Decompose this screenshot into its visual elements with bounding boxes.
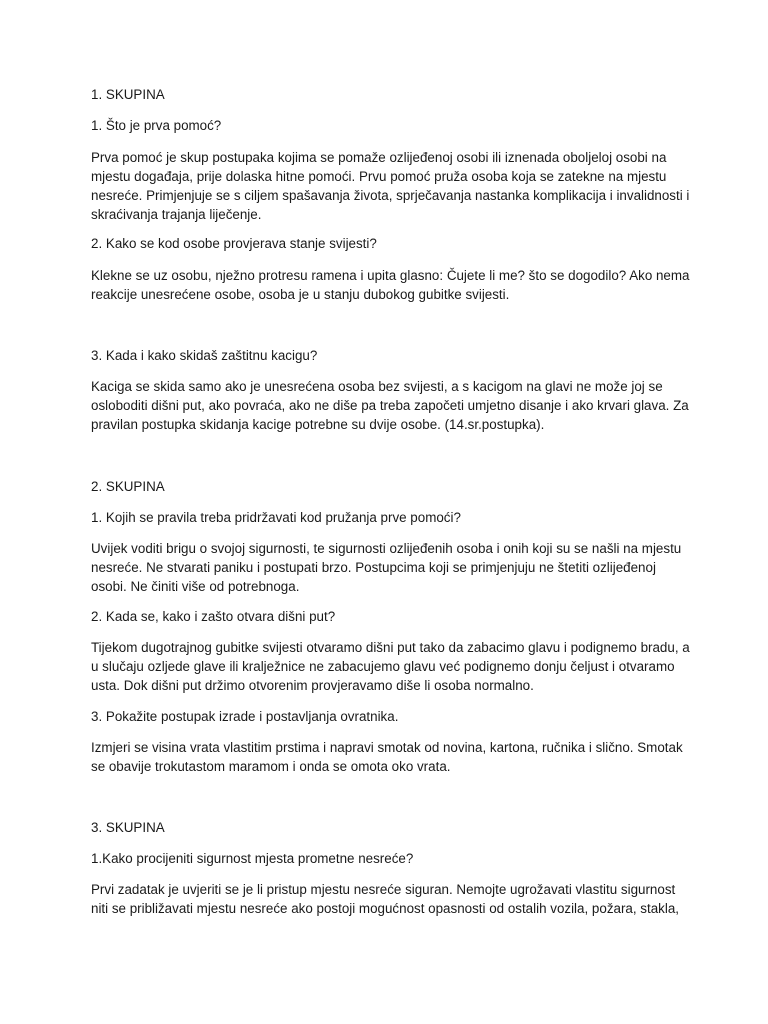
answer-line: Klekne se uz osobu, nježno protresu ramena i upita glasno: Čujete li me? što se dogodilo? Ako nema: [91, 268, 690, 283]
answer-line: osloboditi dišni put, ako povraća, ako ne diše pa treba započeti umjetno disanje i ako krvari glava. Za: [91, 398, 689, 413]
question: 3. Pokažite postupak izrade i postavljanja ovratnika.: [91, 709, 399, 724]
answer-line: osobi. Ne činiti više od potrebnoga.: [91, 579, 300, 594]
question: 2. Kada se, kako i zašto otvara dišni put?: [91, 609, 336, 624]
section-heading: 1. SKUPINA: [91, 87, 165, 102]
answer-line: mjestu događaja, prije dolaska hitne pomoći. Prvu pomoć pruža osoba koja se zatekne na mjestu: [91, 169, 667, 184]
question: 1. Kojih se pravila treba pridržavati kod pružanja prve pomoći?: [91, 510, 461, 525]
answer-line: reakcije unesrećene osobe, osoba je u stanju dubokog gubitke svijesti.: [91, 287, 510, 302]
answer-line: nesreće. Ne stvarati paniku i postupati brzo. Postupcima koji se primjenjuju ne štetiti ozlijeđenoj: [91, 560, 656, 575]
question: 1. Što je prva pomoć?: [91, 118, 222, 133]
answer-line: skraćivanja trajanja liječenje.: [91, 207, 262, 222]
answer-line: Kaciga se skida samo ako je unesrećena osoba bez svijesti, a s kacigom na glavi ne može joj se: [91, 379, 663, 394]
answer-line: Prvi zadatak je uvjeriti se je li pristup mjestu nesreće siguran. Nemojte ugrožavati vlastitu sigurnost: [91, 882, 676, 897]
question: 1.Kako procijeniti sigurnost mjesta prometne nesreće?: [91, 851, 414, 866]
question: 2. Kako se kod osobe provjerava stanje svijesti?: [91, 236, 377, 251]
answer-line: u slučaju ozljede glave ili kralježnice ne zabacujemo glavu već podignemo donju čeljust i otvaramo: [91, 659, 675, 674]
answer-line: usta. Dok dišni put držimo otvorenim provjeravamo diše li osoba normalno.: [91, 678, 534, 693]
answer-line: Uvijek voditi brigu o svojoj sigurnosti, te sigurnosti ozlijeđenih osoba i onih koji su se našli na mjestu: [91, 541, 682, 556]
answer-line: Izmjeri se visina vrata vlastitim prstima i napravi smotak od novina, kartona, ručnika i slično. Smotak: [91, 740, 683, 755]
answer-line: pravilan postupka skidanja kacige potrebne su dvije osobe. (14.sr.postupka).: [91, 417, 545, 432]
answer-line: Prva pomoć je skup postupaka kojima se pomaže ozlijeđenoj osobi ili iznenada oboljeloj osobi na: [91, 150, 667, 165]
answer-line: Tijekom dugotrajnog gubitke svijesti otvaramo dišni put tako da zabacimo glavu i podignemo bradu, a: [91, 640, 690, 655]
section-heading: 2. SKUPINA: [91, 479, 165, 494]
answer-line: se obavije trokutastom maramom i onda se omota oko vrata.: [91, 759, 451, 774]
answer-line: niti se približavati mjestu nesreće ako postoji mogućnost opasnosti od ostalih vozila, požara, stakla,: [91, 901, 680, 916]
question: 3. Kada i kako skidaš zaštitnu kacigu?: [91, 348, 318, 363]
answer-line: nesreće. Primjenjuje se s ciljem spašavanja života, sprječavanja nastanka komplikacija i invalidnosti i: [91, 188, 690, 203]
section-heading: 3. SKUPINA: [91, 820, 165, 835]
